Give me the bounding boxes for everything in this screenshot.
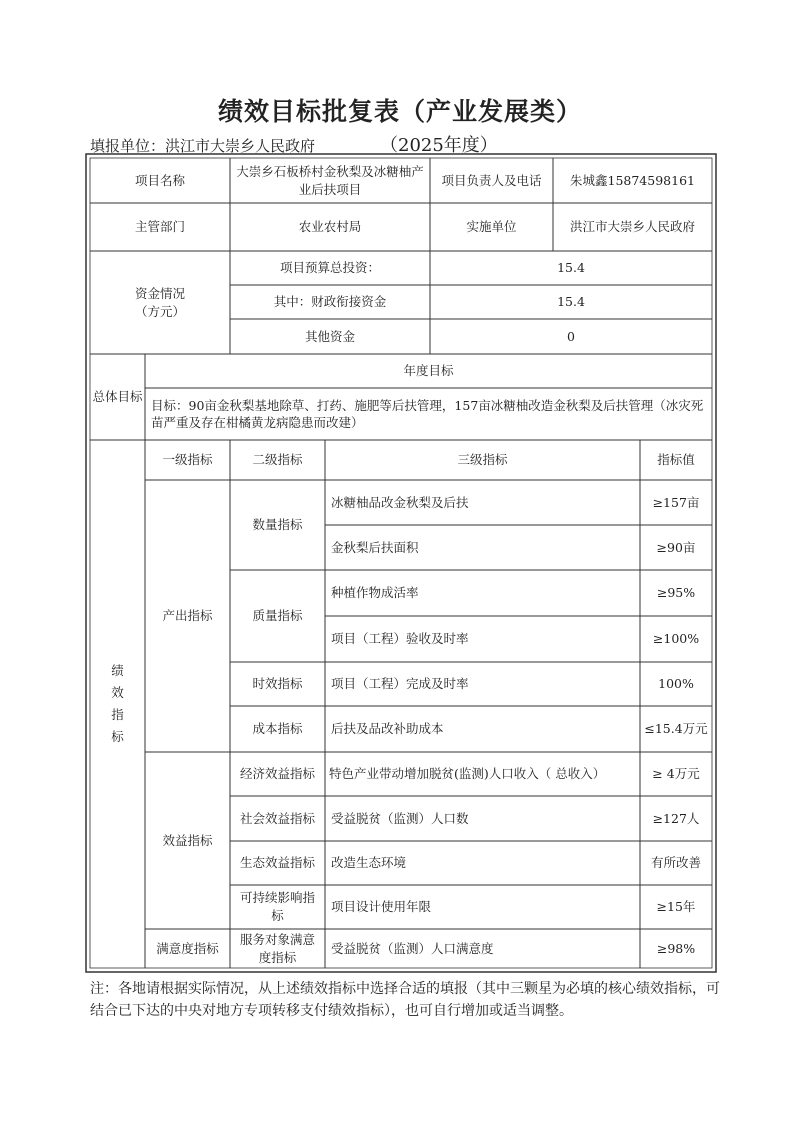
manager-label: 项目负责人及电话	[441, 172, 542, 188]
item-row: 后扶及品改补助成本	[331, 721, 444, 736]
item-row: 受益脱贫（监测）人口满意度	[331, 940, 494, 956]
header-level1: 一级指标	[162, 452, 213, 467]
annual-goal-text: 目标：90亩金秋梨基地除草、打药、施肥等后扶管理，157亩冰糖柚改造金秋梨及后扶管理（冰灾死苗严重及存在柑橘黄龙病隐患而改建）	[151, 398, 704, 430]
project-name-label: 项目名称	[134, 172, 185, 188]
page-title: 绩效目标批复表（产业发展类）	[217, 97, 582, 126]
level2-ecological: 生态效益指标	[239, 855, 315, 870]
level2-timeliness: 时效指标	[252, 676, 303, 691]
funds-other-label: 其他资金	[304, 328, 355, 344]
impl-label: 实施单位	[466, 219, 517, 234]
project-name-value: 大崇乡石板桥村金秋梨及冰糖柚产业后扶项目	[236, 163, 424, 197]
perf-label: 绩 效 指 标	[111, 663, 124, 744]
header-level2: 二级指标	[252, 452, 303, 467]
level2-sustainable: 可持续影响指标	[239, 890, 315, 923]
value-cell: ≥95%	[656, 585, 696, 600]
funds-other-value: 0	[567, 328, 575, 344]
value-cell: ≥157亩	[652, 494, 700, 510]
funds-fiscal-label: 其中：财政衔接资金	[273, 294, 387, 309]
level2-quantity: 数量指标	[252, 517, 303, 532]
level1-benefit: 效益指标	[162, 832, 213, 848]
value-cell: ≥127人	[652, 810, 700, 826]
item-row: 金秋梨后扶面积	[331, 539, 419, 555]
item-row: 改造生态环境	[331, 855, 407, 870]
value-cell: ≥100%	[652, 631, 700, 646]
item-row: 受益脱贫（监测）人口数	[331, 810, 469, 826]
item-row: 特色产业带动增加脱贫(监测)人口收入（ 总收入）	[329, 766, 606, 781]
level2-economic: 经济效益指标	[239, 766, 315, 781]
value-cell: ≤15.4万元	[644, 721, 708, 736]
footnote: 注：各地请根据实际情况，从上述绩效指标中选择合适的填报（其中三颗星为必填的核心绩效指标，可结合已下达的中央对地方专项转移支付绩效指标），也可自行增加或适当调整。	[90, 981, 720, 1019]
dept-label: 主管部门	[134, 219, 185, 234]
item-row: 种植作物成活率	[331, 585, 419, 600]
header-value: 指标值	[657, 452, 695, 467]
value-cell: ≥ 4万元	[652, 766, 700, 781]
level1-output: 产出指标	[162, 608, 213, 623]
reporting-unit: 填报单位：洪江市大崇乡人民政府	[90, 137, 316, 155]
header-level3: 三级指标	[457, 452, 508, 467]
level2-quality: 质量指标	[252, 608, 303, 623]
annual-goal-label: 年度目标	[403, 363, 454, 378]
manager-value: 朱城鑫15874598161	[570, 172, 695, 188]
value-cell: ≥98%	[656, 940, 696, 956]
item-row: 项目（工程）完成及时率	[331, 676, 469, 691]
item-row: 冰糖柚品改金秋梨及后扶	[331, 494, 469, 510]
item-row: 项目设计使用年限	[331, 899, 432, 914]
value-cell: 有所改善	[650, 855, 701, 870]
funds-total-value: 15.4	[557, 260, 585, 275]
level1-satisfaction: 满意度指标	[156, 940, 219, 956]
item-row: 项目（工程）验收及时率	[331, 631, 469, 646]
funds-fiscal-value: 15.4	[557, 294, 585, 309]
level2-service: 服务对象满意度指标	[239, 931, 315, 965]
value-cell: ≥90亩	[656, 539, 696, 555]
funds-total-label: 项目预算总投资：	[279, 260, 380, 275]
funds-label: 资金情况 （方元）	[134, 285, 185, 319]
year-label: （2025年度）	[380, 135, 498, 156]
level2-cost: 成本指标	[252, 721, 303, 736]
impl-value: 洪江市大崇乡人民政府	[569, 219, 695, 234]
dept-value: 农业农村局	[298, 219, 362, 234]
overall-label: 总体目标	[92, 389, 143, 404]
value-cell: 100%	[658, 676, 694, 691]
level2-social: 社会效益指标	[239, 810, 315, 826]
value-cell: ≥15年	[656, 899, 696, 914]
